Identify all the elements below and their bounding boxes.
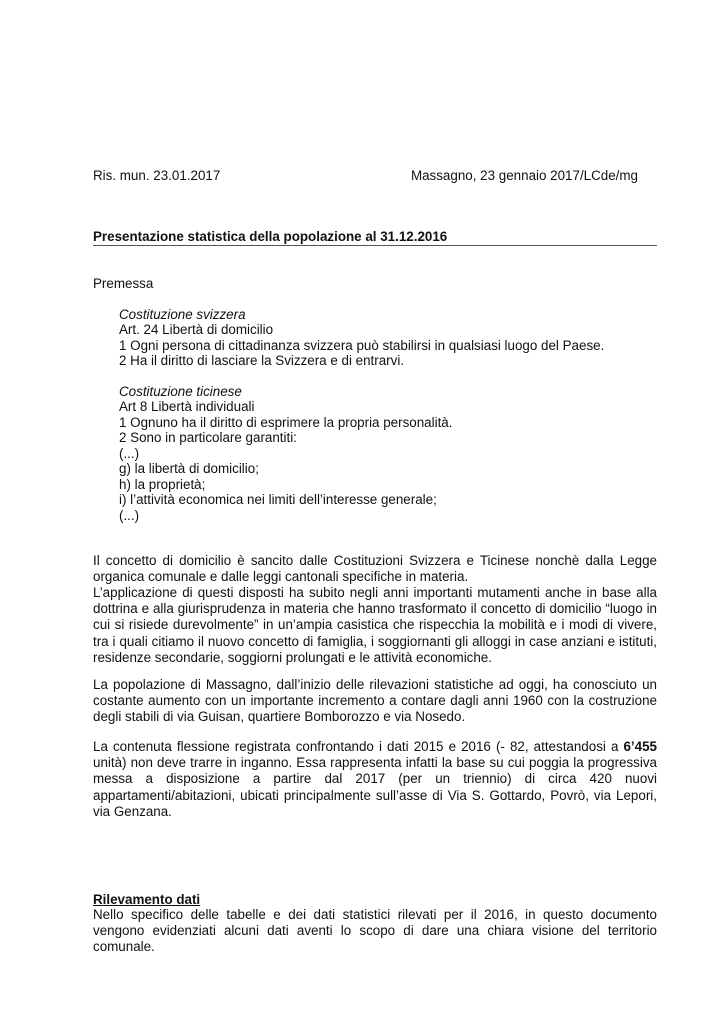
- article-line: (...): [119, 508, 140, 523]
- article-line: g) la libertà di domicilio;: [119, 461, 259, 476]
- ticino-constitution-title: Costituzione ticinese: [119, 384, 242, 399]
- population-total: 6’455: [623, 739, 657, 754]
- article-line: 1 Ogni persona di cittadinanza svizzera può stabilirsi in qualsiasi luogo del Paese.: [119, 338, 605, 353]
- article-line: 2 Ha il diritto di lasciare la Svizzera e di entrarvi.: [119, 353, 405, 368]
- paragraph-population-decline: [93, 739, 657, 820]
- article-line: 2 Sono in particolare garantiti:: [119, 430, 297, 445]
- article-line: h) la proprietà;: [119, 477, 206, 492]
- paragraph-text: La contenuta flessione registrata confrontando i dati 2015 e 2016 (- 82, attestandosi a: [93, 739, 624, 754]
- paragraph-domicile-concept: Il concetto di domicilio è sancito dalle Costituzioni Svizzera e Ticinese nonchè dalla Legge organica comunale e dalle leggi cantonali specifiche in materia.: [93, 553, 657, 585]
- article-line: (...): [119, 446, 140, 461]
- paragraph-text: unità) non deve trarre in inganno. Essa rappresenta infatti la base su cui poggia la progressiva messa a disposizione a partire dal 2017 (per un triennio) di circa 420 nuovi appartamenti/abitazioni, ubicati principalmente sull’asse di Via S. Gottardo, Povrò, via Lepori, via Genzana.: [93, 755, 657, 819]
- premessa-heading: Premessa: [93, 276, 154, 291]
- article-line: i) l’attività economica nei limiti dell’interesse generale;: [119, 492, 437, 507]
- title-underline-divider: [93, 245, 657, 246]
- paragraph-population-history: La popolazione di Massagno, dall’inizio delle rilevazioni statistiche ad oggi, ha conosciuto un costante aumento con un importante incremento a contare dagli anni 1960 con la costruzione degli stabili di via Guisan, quartiere Bomborozzo e via Nosedo.: [93, 677, 657, 725]
- article-line: Art 8 Libertà individuali: [119, 399, 255, 414]
- article-line: Art. 24 Libertà di domicilio: [119, 322, 274, 337]
- swiss-constitution-title: Costituzione svizzera: [119, 307, 246, 322]
- article-line: 1 Ognuno ha il diritto di esprimere la propria personalità.: [119, 415, 453, 430]
- document-title: Presentazione statistica della popolazione al 31.12.2016: [93, 229, 448, 244]
- rilevamento-heading: Rilevamento dati: [93, 892, 201, 907]
- paragraph-data-collection: Nello specifico delle tabelle e dei dati statistici rilevati per il 2016, in questo documento vengono evidenziati alcuni dati aventi lo scopo di dare una chiara visione del territorio comunale.: [93, 907, 657, 955]
- resolution-reference: Ris. mun. 23.01.2017: [93, 168, 221, 183]
- paragraph-application: L’applicazione di questi disposti ha subito negli anni importanti mutamenti anche in base alla dottrina e alla giurisprudenza in materia che hanno trasformato il concetto di domicilio “luogo in cui si risiede durevolmente” in un’ampia casistica che rispecchia la mobilità e i modi di vivere, tra i quali citiamo il nuovo concetto di famiglia, i soggiornanti gli alloggi in case anziani e istituti, residenze secondarie, soggiorni prolungati e le attività economiche.: [93, 585, 657, 665]
- place-date: Massagno, 23 gennaio 2017/LCde/mg: [410, 168, 638, 183]
